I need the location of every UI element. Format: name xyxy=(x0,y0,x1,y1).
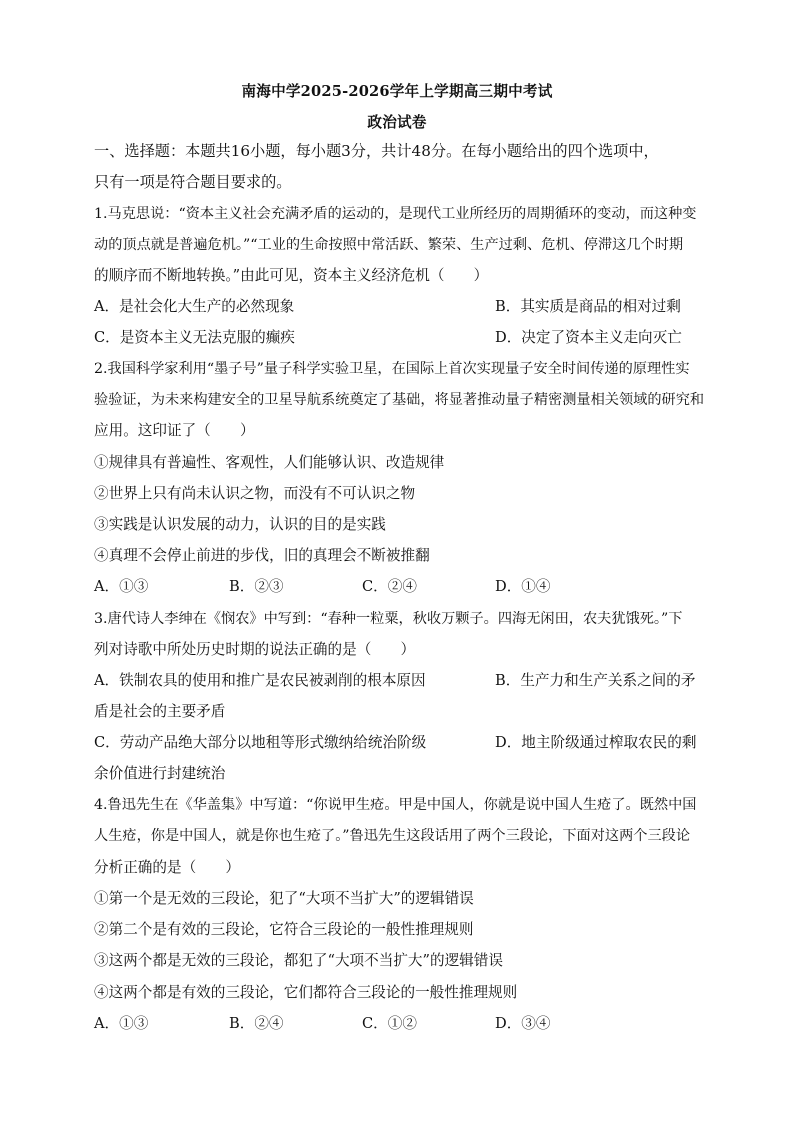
option-c: C．劳动产品绝大部分以地租等形式缴纳给统治阶级 xyxy=(94,734,427,751)
question-text-line: 2.我国科学家利用“墨子号”量子科学实验卫星，在国际上首次实现量子安全时间传递的原理性实 xyxy=(94,361,690,377)
question-text-line: 3.唐代诗人李绅在《悯农》中写到：“春种一粒粟，秋收万颗子。四海无闲田，农夫犹饿死。”下 xyxy=(94,611,683,627)
option-d: D．③④ xyxy=(495,1015,551,1032)
question-text-line: 列对诗歌中所处历史时期的说法正确的是（ ） xyxy=(94,641,416,658)
question-text-line: 分析正确的是（ ） xyxy=(94,859,240,876)
option-b: B．②③ xyxy=(229,578,284,595)
exam-title: 南海中学2025-2026学年上学期高三期中考试 xyxy=(241,83,553,100)
question-text-line: 1.马克思说：“资本主义社会充满矛盾的运动的，是现代工业所经历的周期循环的变动，而这种变 xyxy=(94,206,697,222)
statement-item: ①第一个是无效的三段论，犯了“大项不当扩大”的逻辑错误 xyxy=(94,890,474,907)
question-text-line: 验验证，为未来构建安全的卫星导航系统奠定了基础，将显著推动量子精密测量相关领域的研究和 xyxy=(94,392,705,408)
statement-item: ①规律具有普遍性、客观性，人们能够认识、改造规律 xyxy=(94,454,445,471)
question-text-line: 人生疮，你是中国人，就是你也生疮了。”鲁迅先生这段话用了两个三段论，下面对这两个三段论 xyxy=(94,828,691,844)
question-text-line: 4.鲁迅先生在《华盖集》中写道：“你说甲生疮。甲是中国人，你就是说中国人生疮了。既然中国 xyxy=(94,797,697,813)
option-d: D．地主阶级通过榨取农民的剩 xyxy=(495,734,697,751)
option-b: B．②④ xyxy=(229,1015,284,1032)
option-a: A．①③ xyxy=(94,1015,149,1032)
question-text-line: 应用。这印证了（ ） xyxy=(94,422,255,439)
section-instruction-line: 只有一项是符合题目要求的。 xyxy=(94,173,292,191)
statement-item: ②世界上只有尚未认识之物，而没有不可认识之物 xyxy=(94,485,416,502)
option-a: A．铁制农具的使用和推广是农民被剥削的根本原因 xyxy=(94,672,426,689)
exam-subtitle: 政治试卷 xyxy=(367,114,427,131)
question-text-line: 的顺序而不断地转换。”由此可见，资本主义经济危机（ ） xyxy=(94,267,489,284)
statement-item: ③实践是认识发展的动力，认识的目的是实践 xyxy=(94,516,386,533)
option-b: B．生产力和生产关系之间的矛 xyxy=(495,672,696,689)
option-d-continued: 余价值进行封建统治 xyxy=(94,765,226,782)
option-a: A．是社会化大生产的必然现象 xyxy=(94,298,295,315)
option-d: D．①④ xyxy=(495,578,551,595)
section-instruction-line: 一、选择题：本题共16小题，每小题3分，共计48分。在每小题给出的四个选项中， xyxy=(94,142,659,160)
option-b-continued: 盾是社会的主要矛盾 xyxy=(94,703,226,720)
statement-item: ②第二个是有效的三段论，它符合三段论的一般性推理规则 xyxy=(94,921,474,938)
option-b: B．其实质是商品的相对过剩 xyxy=(495,298,681,315)
statement-item: ④这两个都是有效的三段论，它们都符合三段论的一般性推理规则 xyxy=(94,984,518,1001)
option-c: C．②④ xyxy=(362,578,417,595)
option-a: A．①③ xyxy=(94,578,149,595)
statement-item: ④真理不会停止前进的步伐，旧的真理会不断被推翻 xyxy=(94,547,430,564)
option-c: C．①② xyxy=(362,1015,417,1032)
question-text-line: 动的顶点就是普遍危机。”“工业的生命按照中常活跃、繁荣、生产过剩、危机、停滞这几个时期 xyxy=(94,237,684,253)
option-d: D．决定了资本主义走向灭亡 xyxy=(495,329,682,346)
statement-item: ③这两个都是无效的三段论，都犯了“大项不当扩大”的逻辑错误 xyxy=(94,952,503,969)
option-c: C．是资本主义无法克服的癫疾 xyxy=(94,329,295,346)
